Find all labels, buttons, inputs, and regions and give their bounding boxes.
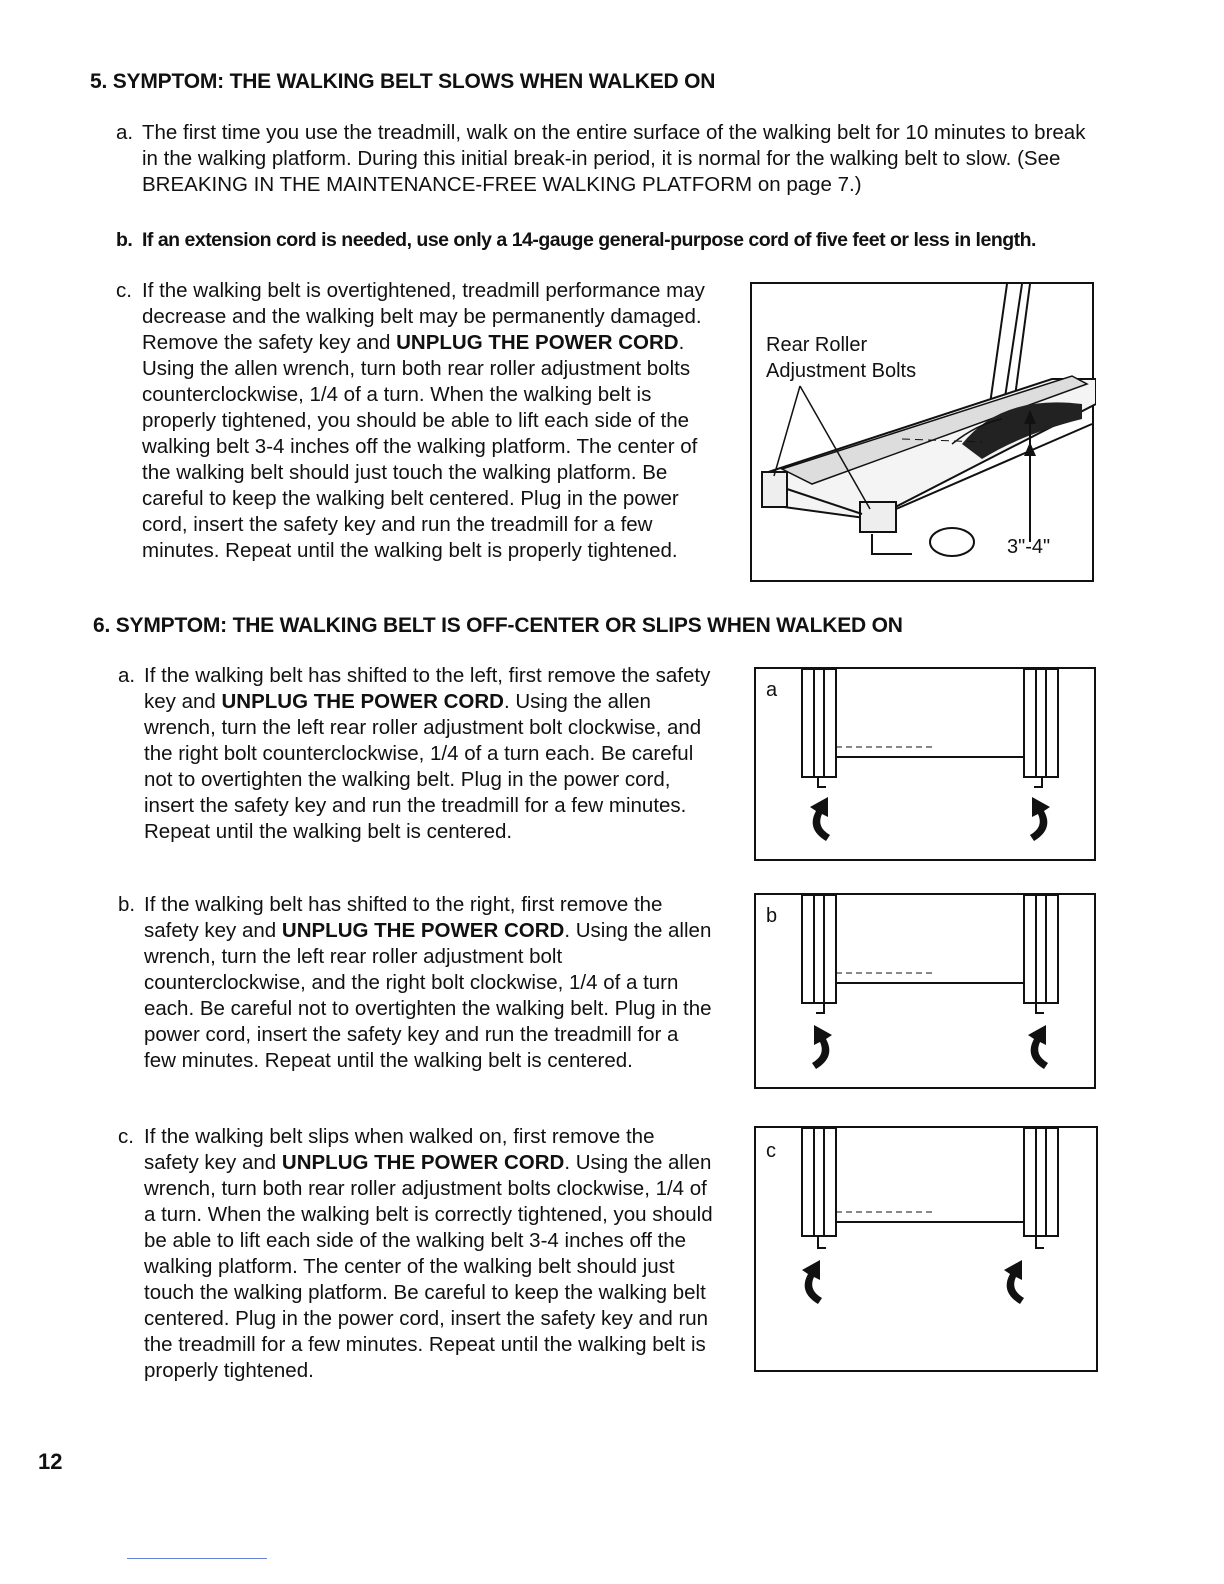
step-6a-text-1: If the walking belt has shifted to the left, first remove the safety key and: [144, 664, 711, 713]
step-5c-bold: UNPLUG THE POWER CORD: [396, 331, 679, 354]
belt-figure-c-label: c: [766, 1140, 776, 1162]
belt-figure-a-label: a: [766, 679, 778, 701]
step-6b-bold: UNPLUG THE POWER CORD: [281, 919, 565, 942]
step-6b: [118, 892, 714, 1074]
belt-slip-illustration: [756, 1128, 1100, 1374]
belt-figure-b-label: b: [766, 905, 778, 927]
step-6a: [118, 663, 714, 845]
step-6c-bold: UNPLUG THE POWER CORD: [281, 1151, 565, 1174]
page-number: 12: [38, 1449, 63, 1474]
step-5b-text: If an extension cord is needed, use only a 14-gauge general-purpose cord of five feet or less in length.: [142, 229, 1036, 251]
step-5b: [116, 227, 1106, 253]
step-6a-letter: a.: [118, 664, 136, 687]
belt-left-shift-illustration: [756, 669, 1098, 863]
step-5b-letter: b.: [116, 229, 133, 251]
step-6c: [118, 1124, 714, 1384]
belt-figure-a: [754, 667, 1096, 861]
step-5a-text: The first time you use the treadmill, walk on the entire surface of the walking belt for 10 minutes to break in the walking platform. During this initial break-in period, it is normal for the walking belt to slow. (See BREAKING IN THE MAINTENANCE-FREE WALKING PLATFORM on page 7.): [142, 121, 1086, 196]
section-6-heading: 6. SYMPTOM: THE WALKING BELT IS OFF-CENTER OR SLIPS WHEN WALKED ON: [93, 614, 903, 637]
section-5-heading: 5. SYMPTOM: THE WALKING BELT SLOWS WHEN WALKED ON: [90, 70, 716, 93]
measurement-label: 3"-4": [1007, 536, 1051, 558]
step-5c-letter: c.: [116, 279, 132, 302]
belt-figure-c: [754, 1126, 1098, 1372]
belt-right-shift-illustration: [756, 895, 1098, 1091]
step-6b-letter: b.: [118, 893, 136, 916]
step-6c-letter: c.: [118, 1125, 134, 1148]
rear-roller-label-line1: Rear Roller: [766, 334, 868, 356]
step-6b-text-1: If the walking belt has shifted to the right, first remove the safety key and: [144, 893, 663, 942]
rear-roller-label: [766, 332, 916, 384]
rear-roller-figure: [750, 282, 1094, 582]
step-6a-text-2: . Using the allen wrench, turn the left rear roller adjustment bolt clockwise, and the right bolt counterclockwise, 1/4 of a turn each. Be careful not to overtighten the walking belt. Plug in the power cord, insert the safety key and run the treadmill for a few minutes. Repeat until the walking belt is centered.: [144, 690, 702, 843]
step-6b-text-2: . Using the allen wrench, turn the left rear roller adjustment bolt counterclockwise, and the right bolt clockwise, 1/4 of a turn each. Be careful not to overtighten the walking belt. Plug in the power cord, insert the safety key and run the treadmill for a few minutes. Repeat until the walking belt is centered.: [144, 919, 712, 1072]
step-6a-bold: UNPLUG THE POWER CORD: [221, 690, 504, 713]
belt-figure-b: [754, 893, 1096, 1089]
step-6c-text-2: . Using the allen wrench, turn both rear roller adjustment bolts clockwise, 1/4 of a turn. When the walking belt is correctly tightened, you should be able to lift each side of the walking belt 3-4 inches off the walking platform. The center of the walking belt should just touch the walking platform. Be careful to keep the walking belt centered. Plug in the power cord, insert the safety key and run the treadmill for a few minutes. Repeat until the walking belt is properly tightened.: [144, 1151, 713, 1382]
step-5c-text-2: . Using the allen wrench, turn both rear roller adjustment bolts counterclockwise, 1/4 of a turn. When the walking belt is properly tightened, you should be able to lift each side of the walking belt 3-4 inches off the walking platform. The center of the walking belt should just touch the walking platform. Be careful to keep the walking belt centered. Plug in the power cord, insert the safety key and run the treadmill for a few minutes. Repeat until the walking belt is properly tightened.: [142, 331, 698, 562]
rear-roller-label-line2: Adjustment Bolts: [766, 360, 917, 382]
step-5c-text-1: If the walking belt is overtightened, treadmill performance may decrease and the walking belt may be permanently damaged. Remove the safety key and: [142, 279, 705, 354]
step-5c: [116, 278, 712, 564]
step-5a: [116, 120, 1096, 198]
step-6c-text-1: If the walking belt slips when walked on, first remove the safety key and: [144, 1125, 655, 1174]
step-5a-letter: a.: [116, 121, 134, 144]
decorative-rule: [127, 1558, 267, 1559]
